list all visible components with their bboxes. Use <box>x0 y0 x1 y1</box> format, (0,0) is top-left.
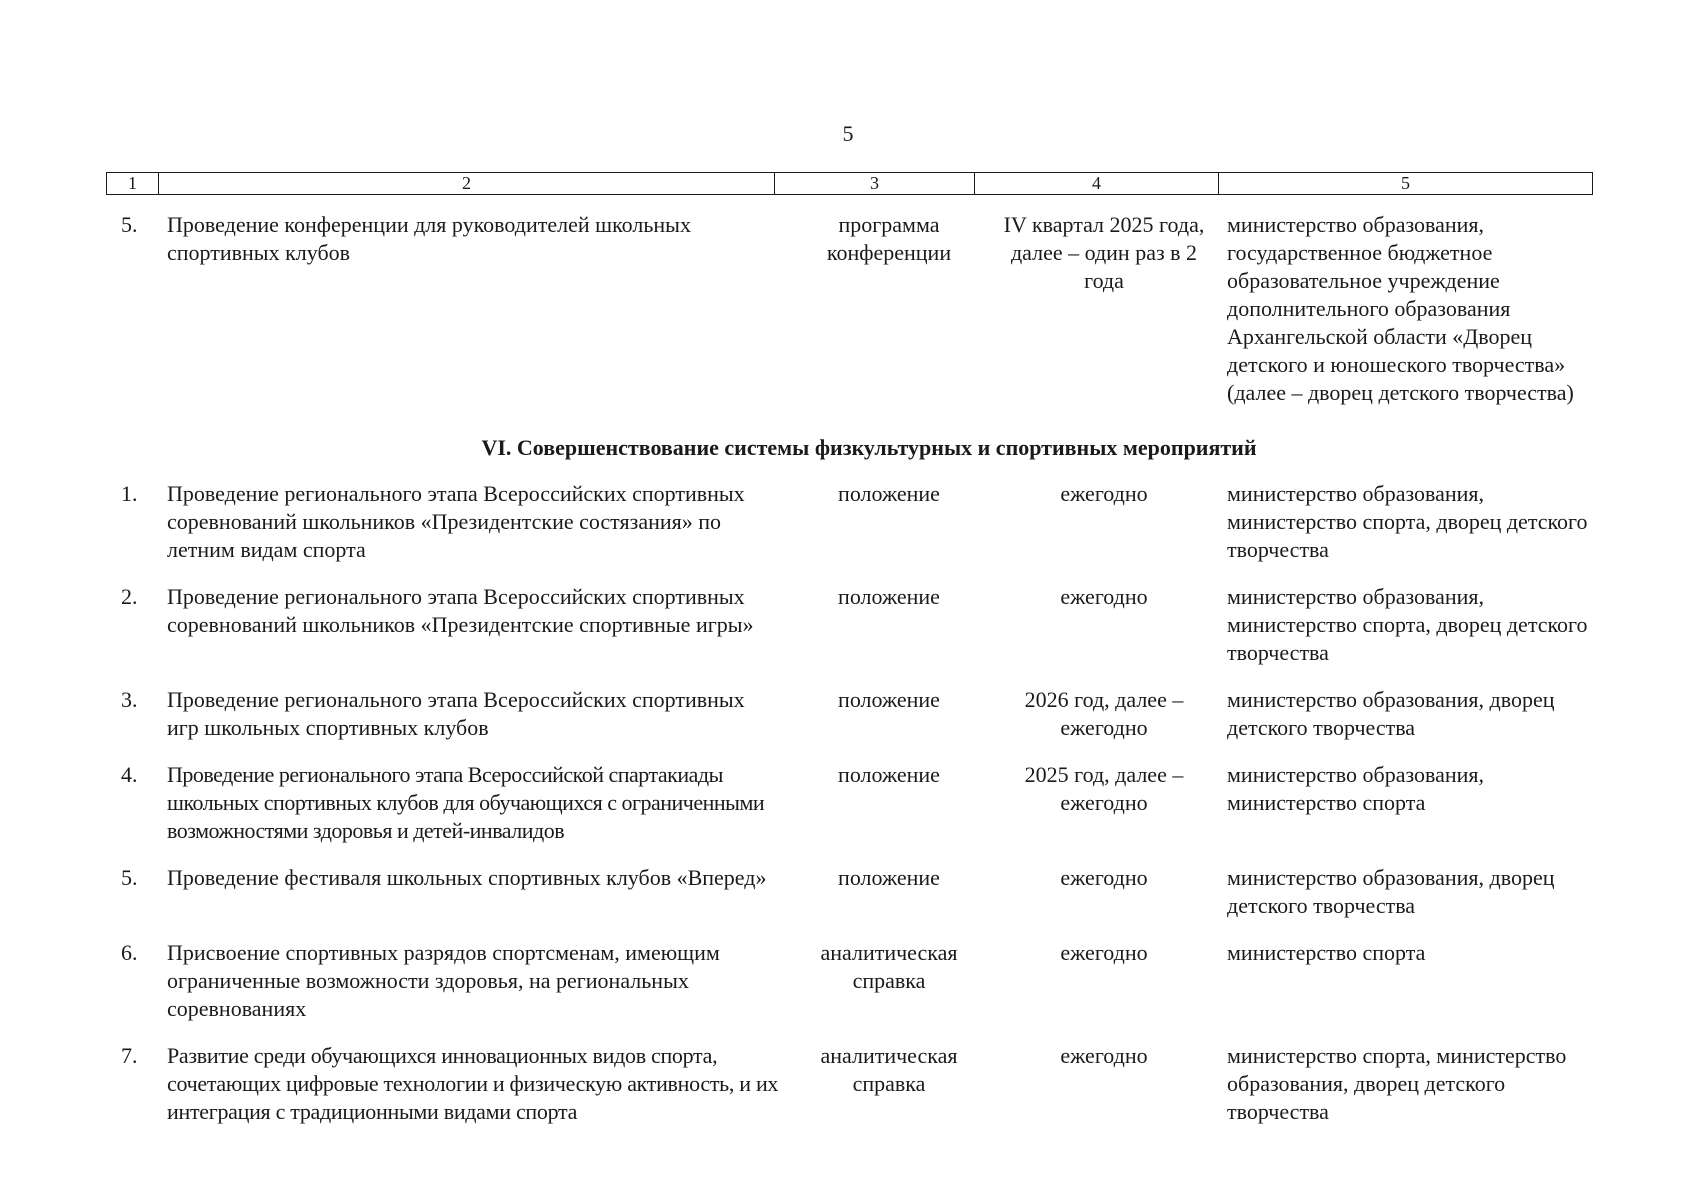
row-responsible: министерство образования, дворец детского творчества <box>1227 687 1555 740</box>
row-activity: Проведение регионального этапа Всероссийских спортивных соревнований школьников «Президентские состязания» по летним видам спорта <box>167 481 745 562</box>
row-document: программа конференции <box>826 212 952 265</box>
row-deadline: ежегодно <box>1060 481 1148 506</box>
row-activity: Проведение регионального этапа Всероссийских спортивных соревнований школьников «Президентские спортивные игры» <box>167 584 754 637</box>
header-col-3: 3 <box>775 173 975 195</box>
column-number-header <box>106 172 1593 195</box>
row-responsible: министерство образования, государственное бюджетное образовательное учреждение дополнительного образования Архангельской области «Дворец детского и юношеского творчества» (далее – дворец детского творчества) <box>1227 212 1574 405</box>
header-col-1: 1 <box>107 173 159 195</box>
row-document: положение <box>838 584 940 609</box>
table-row <box>106 1042 1592 1126</box>
table-row <box>106 761 1592 845</box>
row-activity: Проведение фестиваля школьных спортивных клубов «Вперед» <box>167 865 767 890</box>
row-responsible: министерство образования, министерство спорта <box>1227 762 1485 815</box>
row-deadline: ежегодно <box>1060 584 1148 609</box>
row-number: 7. <box>121 1043 138 1068</box>
header-col-4: 4 <box>975 173 1219 195</box>
row-activity: Проведение конференции для руководителей школьных спортивных клубов <box>167 212 691 265</box>
header-col-2: 2 <box>159 173 775 195</box>
table-row <box>106 583 1592 667</box>
row-number: 2. <box>121 584 138 609</box>
row-document: положение <box>838 481 940 506</box>
row-number: 4. <box>121 762 138 787</box>
header-col-5: 5 <box>1219 173 1593 195</box>
row-deadline: 2026 год, далее – ежегодно <box>1024 687 1184 740</box>
row-responsible: министерство спорта <box>1227 940 1426 965</box>
row-document: положение <box>838 687 940 712</box>
row-number: 6. <box>121 940 138 965</box>
section-heading: VI. Совершенствование системы физкультурных и спортивных мероприятий <box>481 435 1257 460</box>
row-activity: Проведение регионального этапа Всероссийской спартакиады школьных спортивных клубов для обучающихся с ограниченными возможностями здоровья и детей-инвалидов <box>167 762 765 843</box>
table-row <box>106 864 1592 920</box>
page-number: 5 <box>842 121 854 146</box>
row-deadline: ежегодно <box>1060 1043 1148 1068</box>
row-number: 5. <box>121 212 138 237</box>
table-row <box>106 939 1592 1023</box>
row-document: положение <box>838 865 940 890</box>
row-deadline: IV квартал 2025 года, далее – один раз в 2 года <box>1003 212 1205 293</box>
table-body <box>106 211 1592 1126</box>
row-responsible: министерство образования, дворец детского творчества <box>1227 865 1555 918</box>
row-document: аналитическая справка <box>820 1043 958 1096</box>
row-activity: Развитие среди обучающихся инновационных видов спорта, сочетающих цифровые технологии и физическую активность, и их интеграция с традиционными видами спорта <box>167 1043 779 1124</box>
row-document: положение <box>838 762 940 787</box>
row-activity: Присвоение спортивных разрядов спортсменам, имеющим ограниченные возможности здоровья, на региональных соревнованиях <box>167 940 720 1021</box>
row-deadline: ежегодно <box>1060 940 1148 965</box>
row-document: аналитическая справка <box>820 940 958 993</box>
row-activity: Проведение регионального этапа Всероссийских спортивных игр школьных спортивных клубов <box>167 687 745 740</box>
row-number: 1. <box>121 481 138 506</box>
table-row <box>106 211 1592 407</box>
row-deadline: ежегодно <box>1060 865 1148 890</box>
row-number: 5. <box>121 865 138 890</box>
row-responsible: министерство спорта, министерство образования, дворец детского творчества <box>1227 1043 1567 1124</box>
row-responsible: министерство образования, министерство спорта, дворец детского творчества <box>1227 584 1588 665</box>
row-number: 3. <box>121 687 138 712</box>
row-deadline: 2025 год, далее – ежегодно <box>1024 762 1184 815</box>
table-row <box>106 686 1592 742</box>
table-row <box>106 480 1592 564</box>
row-responsible: министерство образования, министерство спорта, дворец детского творчества <box>1227 481 1588 562</box>
